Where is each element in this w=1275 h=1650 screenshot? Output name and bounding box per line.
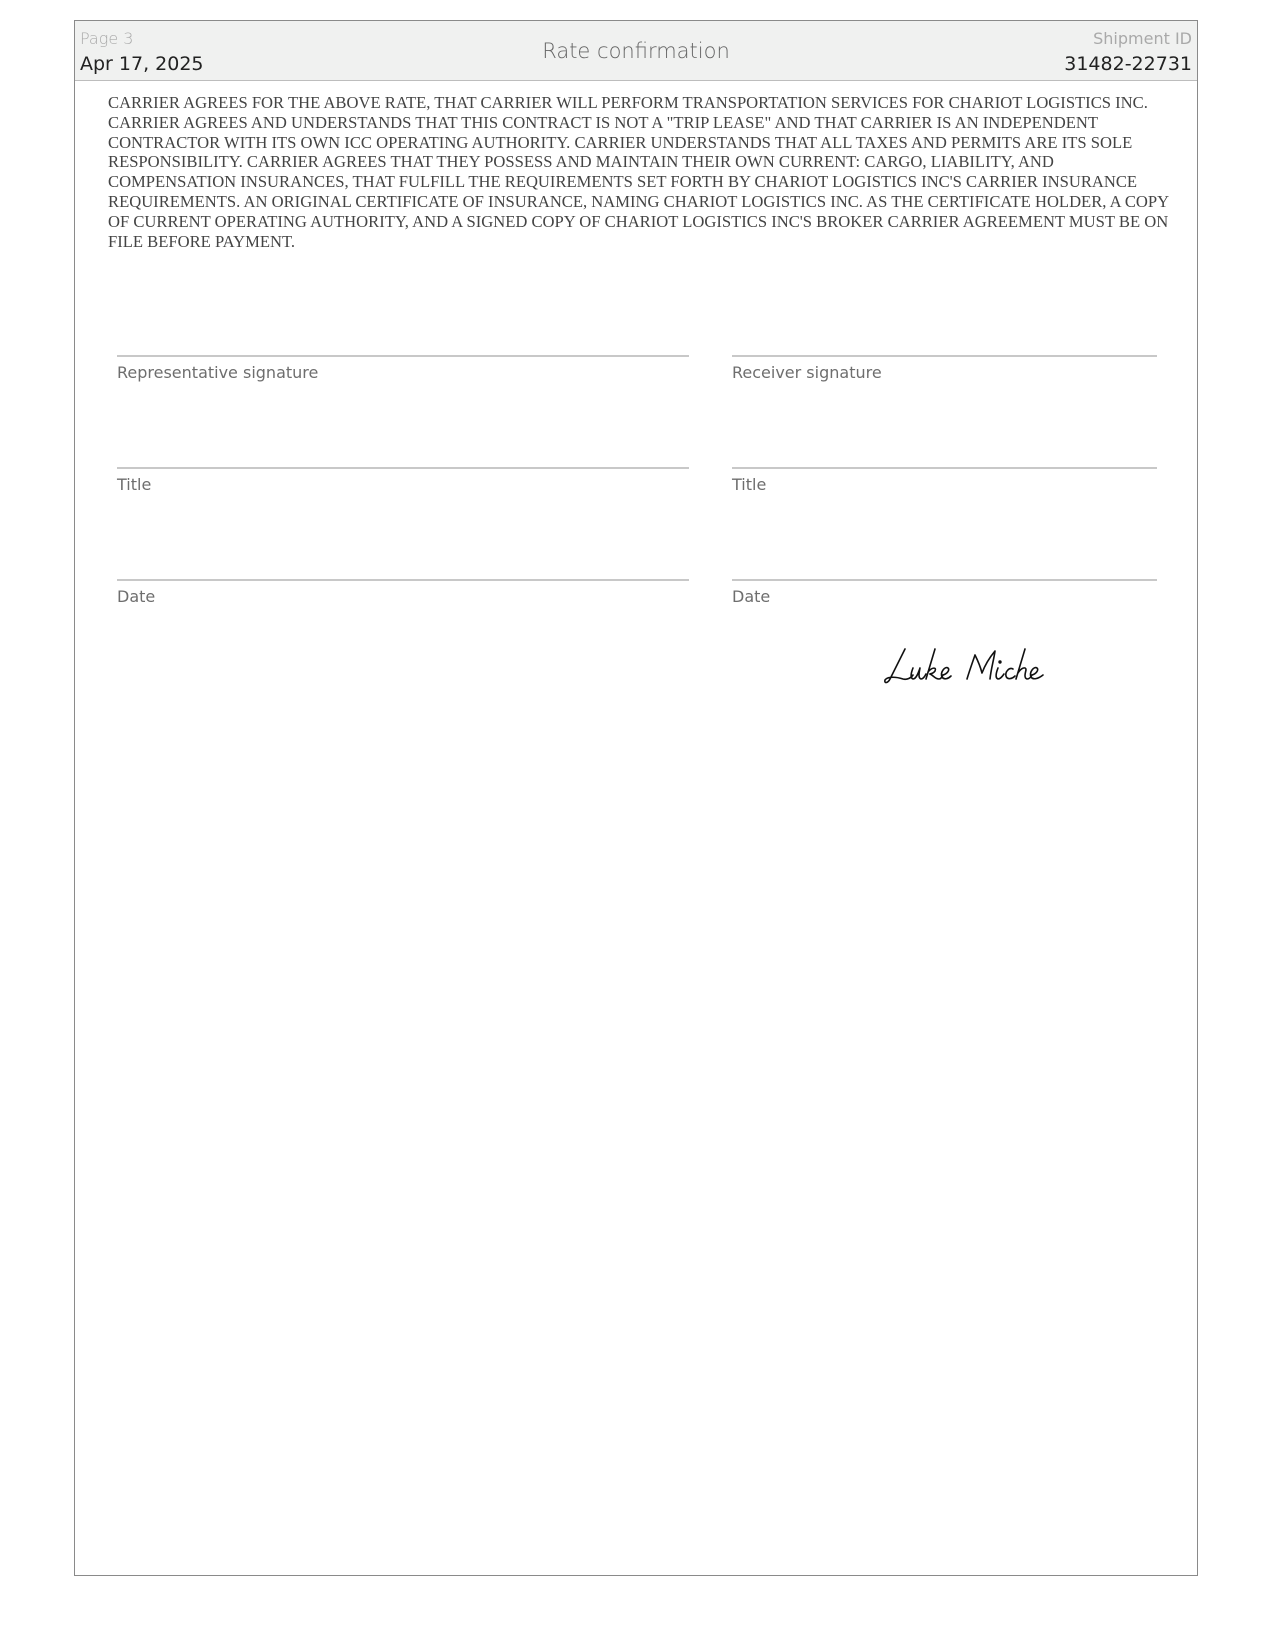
title-line	[732, 467, 1157, 469]
handwritten-signature	[883, 641, 1073, 691]
document-date: Apr 17, 2025	[80, 53, 204, 75]
representative-signature-field[interactable]	[117, 355, 689, 382]
receiver-date-label: Date	[732, 587, 771, 606]
title-line	[117, 467, 689, 469]
signature-line	[732, 355, 1157, 357]
document-title: Rate confirmation	[542, 39, 730, 63]
representative-date-field[interactable]	[117, 579, 689, 606]
receiver-date-field[interactable]	[732, 579, 1157, 606]
receiver-signature-field[interactable]	[732, 355, 1157, 382]
date-line	[732, 579, 1157, 581]
representative-title-field[interactable]	[117, 467, 689, 494]
date-line	[117, 579, 689, 581]
receiver-title-label: Title	[732, 475, 767, 494]
shipment-id-label: Shipment ID	[1093, 29, 1192, 48]
page-header	[75, 21, 1197, 81]
representative-title-label: Title	[117, 475, 152, 494]
receiver-signature-label: Receiver signature	[732, 363, 882, 382]
representative-date-label: Date	[117, 587, 156, 606]
carrier-terms-paragraph: CARRIER AGREES FOR THE ABOVE RATE, THAT CARRIER WILL PERFORM TRANSPORTATION SERVICES FOR CHARIOT LOGISTICS INC. CARRIER AGREES AND UNDERSTANDS THAT THIS CONTRACT IS NOT A "TRIP LEASE" AND THAT CARRIER IS AN INDEPENDENT CONTRACTOR WITH ITS OWN ICC OPERATING AUTHORITY. CARRIER UNDERSTANDS THAT ALL TAXES AND PERMITS ARE ITS SOLE RESPONSIBILITY. CARRIER AGREES THAT THEY POSSESS AND MAINTAIN THEIR OWN CURRENT: CARGO, LIABILITY, AND COMPENSATION INSURANCES, THAT FULFILL THE REQUIREMENTS SET FORTH BY CHARIOT LOGISTICS INC'S CARRIER INSURANCE REQUIREMENTS. AN ORIGINAL CERTIFICATE OF INSURANCE, NAMING CHARIOT LOGISTICS INC. AS THE CERTIFICATE HOLDER, A COPY OF CURRENT OPERATING AUTHORITY, AND A SIGNED COPY OF CHARIOT LOGISTICS INC'S BROKER CARRIER AGREEMENT MUST BE ON FILE BEFORE PAYMENT.	[108, 93, 1169, 251]
receiver-title-field[interactable]	[732, 467, 1157, 494]
signature-dot	[999, 661, 1001, 663]
signature-line	[117, 355, 689, 357]
representative-signature-label: Representative signature	[117, 363, 319, 382]
shipment-id-value: 31482-22731	[1064, 53, 1192, 75]
document-page	[74, 20, 1198, 1576]
page-number: Page 3	[80, 29, 134, 48]
signature-strokes	[885, 649, 1043, 683]
